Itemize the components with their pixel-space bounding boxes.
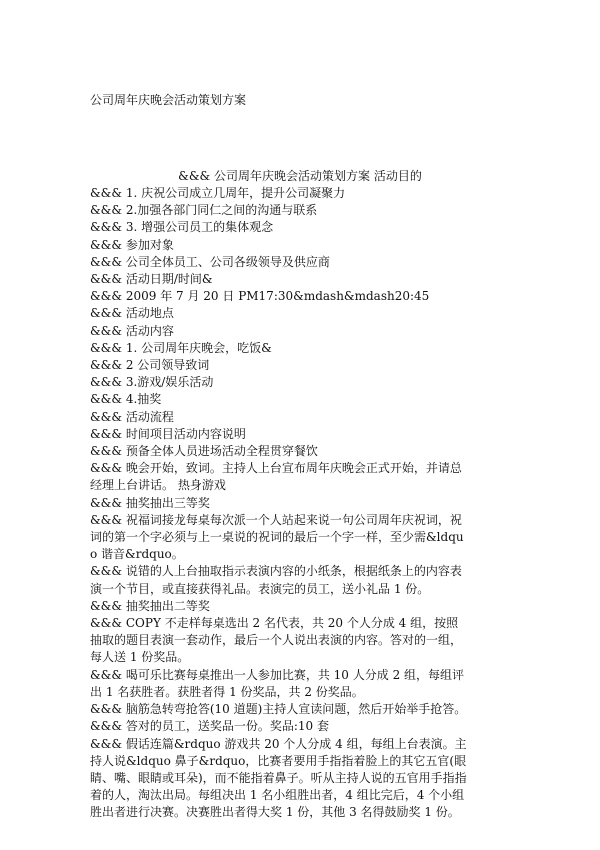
body-line: &&& 说错的人上台抽取指示表演内容的小纸条，根据纸条上的内容表演一个节目，或直接获得礼品。表演完的员工，送小礼品 1 份。: [90, 564, 462, 596]
body-line: &&& 假话连篇&rdquo 游戏共 20 个人分成 4 组，每组上台表演。主持人说&ldquo 鼻子&rdquo，比赛者要用手指指着脸上的其它五官(眼睛、嘴、眼睛或耳朵)，而不能指着鼻子。听从主持人说的五官用手指指着的人，淘汰出局。每组决出 1 名小组胜出者，4 组比完后，4 个小组胜出者进行决赛。决赛胜出者得大奖 1 份，其他 3 名得鼓励奖 1 份。: [90, 736, 467, 820]
body-line: &&& 3.游戏/娱乐活动: [90, 375, 214, 390]
body-line: &&& 1. 庆祝公司成立几周年，提升公司凝聚力: [90, 186, 346, 200]
body-line: &&& 祝福词接龙每桌每次派一个人站起来说一句公司周年庆祝词，祝词的第一个字必须与上一桌说的祝词的最后一个字一样，至少需&ldquo 谐音&rdquo。: [90, 512, 464, 562]
body-line: &&& 2 公司领导致词: [90, 358, 210, 373]
document-body: [90, 185, 470, 822]
body-line: &&& COPY 不走样每桌选出 2 名代表，共 20 个人分成 4 组，按照抽取的题目表演一套动作，最后一个人说出表演的内容。答对的一组，每人送 1 份奖品。: [90, 616, 463, 665]
body-line: &&& 3. 增强公司员工的集体观念: [90, 220, 274, 235]
body-line: &&& 抽奖抽出二等奖: [90, 598, 210, 613]
body-line: &&& 4.抽奖: [90, 392, 162, 407]
body-line: &&& 2009 年 7 月 20 日 PM17:30&mdash&mdash20:45: [90, 289, 430, 304]
body-line: &&& 活动日期/时间&: [90, 272, 213, 287]
body-line: &&& 1. 公司周年庆晚会，吃饭&: [90, 340, 272, 355]
body-line: &&& 活动地点: [90, 306, 174, 321]
section-heading: &&& 公司周年庆晚会活动策划方案 活动目的: [178, 169, 422, 183]
body-line: &&& 脑筋急转弯抢答(10 道题)主持人宣读问题，然后开始举手抢答。: [90, 702, 467, 717]
body-line: &&& 时间项目活动内容说明: [90, 426, 246, 441]
body-line: &&& 活动流程: [90, 409, 174, 424]
body-line: &&& 抽奖抽出三等奖: [90, 495, 210, 510]
document-title: 公司周年庆晚会活动策划方案: [90, 93, 247, 107]
body-line: &&& 2.加强各部门同仁之间的沟通与联系: [90, 203, 318, 218]
body-line: &&& 参加对象: [90, 237, 174, 252]
body-line: &&& 预备全体人员进场活动全程贯穿餐饮: [90, 444, 318, 459]
body-line: &&& 喝可乐比赛每桌推出一人参加比赛，共 10 人分成 2 组，每组评出 1 名获胜者。获胜者得 1 份奖品，共 2 份奖品。: [90, 667, 465, 699]
body-line: &&& 活动内容: [90, 323, 174, 338]
body-line: &&& 晚会开始，致词。主持人上台宣布周年庆晚会正式开始，并请总经理上台讲话。 热身游戏: [90, 461, 462, 493]
body-line: &&& 答对的员工，送奖品一份。奖品:10 套: [90, 719, 329, 734]
body-line: &&& 公司全体员工、公司各级领导及供应商: [90, 254, 330, 269]
